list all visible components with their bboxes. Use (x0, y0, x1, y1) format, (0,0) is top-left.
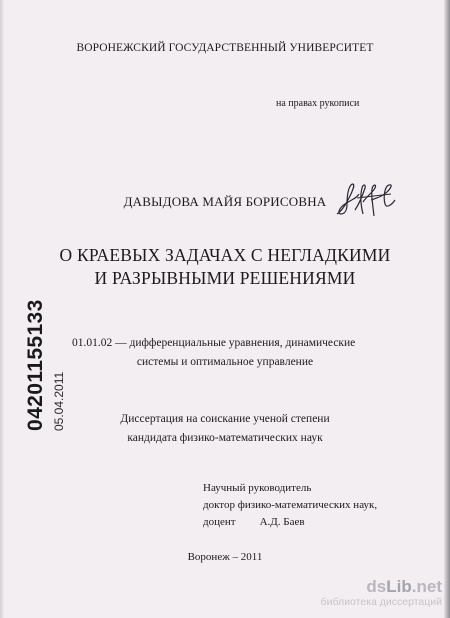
author-name: ДАВЫДОВА МАЙЯ БОРИСОВНА (123, 194, 327, 209)
university-name: ВОРОНЕЖСКИЙ ГОСУДАРСТВЕННЫЙ УНИВЕРСИТЕТ (76, 42, 374, 54)
specialty-line-2: системы и оптимальное управление (136, 356, 314, 368)
signature-icon (333, 180, 401, 220)
title-line-2: И РАЗРЫВНЫМИ РЕШЕНИЯМИ (94, 268, 356, 288)
advisor-name: А.Д. Баев (259, 516, 305, 528)
watermark-logo: dsLib.net (366, 577, 442, 596)
specialty-line-1: 01.01.02 — дифференциальные уравнения, динамические (72, 337, 356, 349)
advisor-rank-line (203, 516, 305, 528)
library-stamp-number: 04201155133 (24, 299, 47, 431)
rights-note: на правах рукописи (276, 98, 360, 109)
library-stamp-date: 05.04.2011 (52, 371, 66, 431)
advisor-degree: доктор физико-математических наук, (203, 499, 378, 511)
page-left-edge (0, 0, 4, 618)
page-right-edge (444, 0, 450, 618)
advisor-role: Научный руководитель (203, 482, 312, 494)
advisor-rank: доцент (203, 516, 236, 528)
watermark (321, 578, 442, 609)
city-year: Воронеж – 2011 (187, 551, 263, 563)
title-line-1: О КРАЕВЫХ ЗАДАЧАХ С НЕГЛАДКИМИ (59, 245, 391, 265)
dissertation-line-1: Диссертация на соискание ученой степени (120, 413, 330, 425)
watermark-subtitle: библиотека диссертаций (320, 596, 442, 608)
dissertation-line-2: кандидата физико-математических наук (127, 432, 323, 444)
